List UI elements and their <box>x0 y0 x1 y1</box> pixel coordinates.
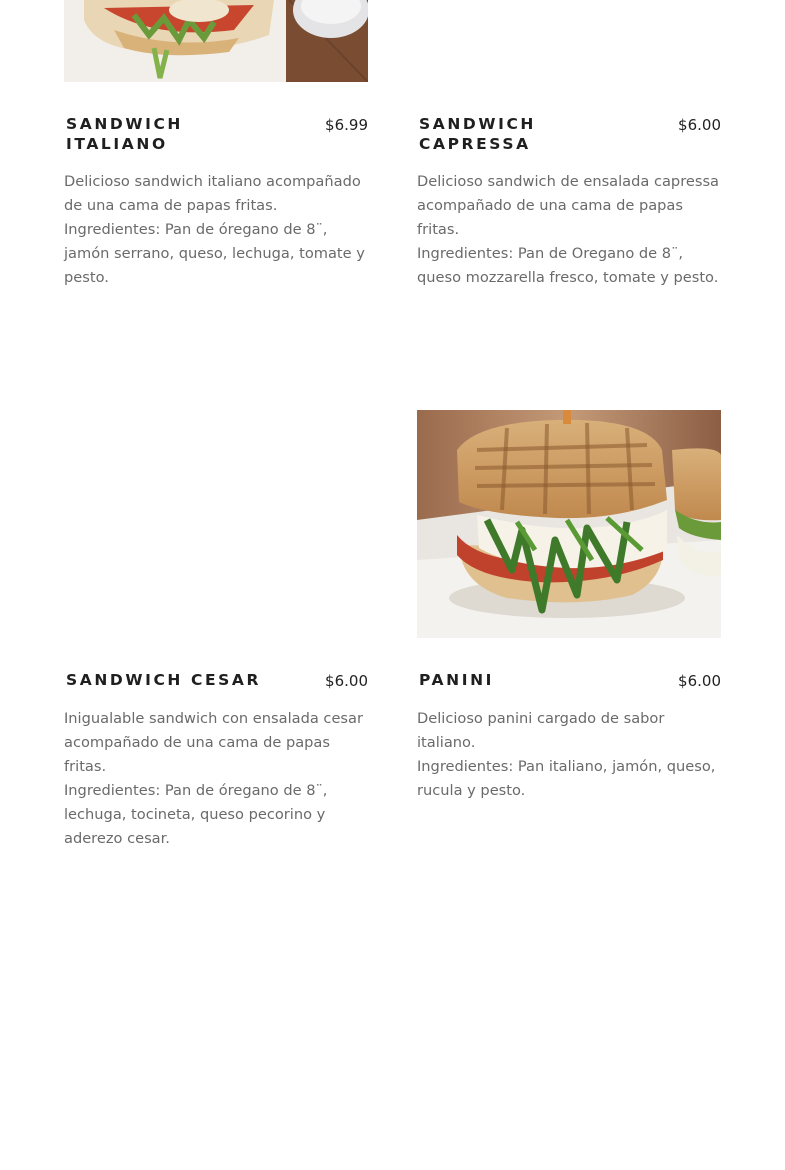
item-description: Delicioso panini cargado de sabor italiano. Ingredientes: Pan italiano, jamón, queso, rucula y pesto. <box>417 710 716 799</box>
item-price: $6.00 <box>678 672 721 690</box>
panini-photo <box>417 410 721 638</box>
item-price: $6.00 <box>325 672 368 690</box>
item-name: SANDWICH CAPRESSA <box>419 115 537 153</box>
item-description: Delicioso sandwich de ensalada capressa acompañado de una cama de papas fritas. Ingredientes: Pan de Oregano de 8¨, queso mozzarella fresco, tomate y pesto. <box>417 173 720 286</box>
item-name: SANDWICH ITALIANO <box>66 115 184 153</box>
item-description: Inigualable sandwich con ensalada cesar acompañado de una cama de papas fritas. Ingredientes: Pan de óregano de 8¨, lechuga, tocineta, queso pecorino y aderezo cesar. <box>64 710 363 847</box>
item-price: $6.00 <box>678 116 721 134</box>
item-price: $6.99 <box>325 116 368 134</box>
item-description: Delicioso sandwich italiano acompañado de una cama de papas fritas. Ingredientes: Pan de óregano de 8¨, jamón serrano, queso, lechuga, tomate y pesto. <box>64 173 365 286</box>
item-name: PANINI <box>419 671 495 689</box>
item-name: SANDWICH CESAR <box>66 671 262 689</box>
sandwich-italiano-photo <box>64 0 368 82</box>
